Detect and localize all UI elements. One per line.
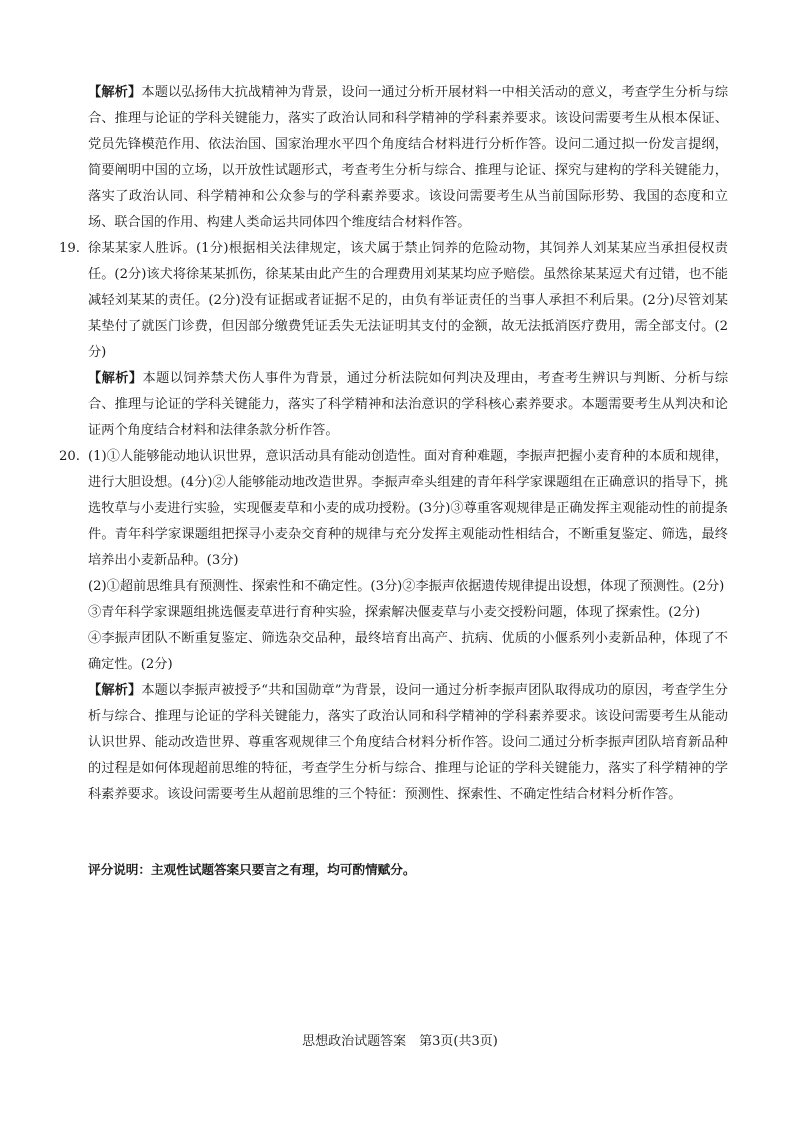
analysis-20 — [88, 678, 728, 808]
page-footer: 思想政治试题答案 第3页(共3页) — [302, 1034, 498, 1049]
analysis-text: 本题以饲养禁犬伤人事件为背景，通过分析法院如何判决及理由，考查考生辨识与判断、分析与综合、推理与论证的学科关键能力，落实了科学精神和法治意识的学科核心素养要求。本题需要考生从判决和论证两个角度结合材料和法律条款分析作答。 — [88, 371, 729, 438]
scoring-note: 评分说明：主观性试题答案只要言之有理，均可酌情赋分。 — [88, 861, 416, 877]
spacer — [88, 808, 728, 844]
analysis-18 — [88, 80, 728, 236]
analysis-19 — [88, 366, 728, 444]
question-20 — [59, 444, 728, 808]
analysis-tag: 【解析】 — [88, 85, 142, 100]
analysis-text: 本题以弘扬伟大抗战精神为背景，设问一通过分析开展材料一中相关活动的意义，考查学生分析与综合、推理与论证的学科关键能力，落实了政治认同和科学精神的学科素养要求。该设问需要考生从根本保证、党员先锋模范作用、依法治国、国家治理水平四个角度结合材料进行分析作答。设问二通过拟一份发言提纲，简要阐明中国的立场，以开放性试题形式，考查考生分析与综合、推理与论证、探究与建构的学科关键能力，落实了政治认同、科学精神和公众参与的学科素养要求。该设问需要考生从当前国际形势、我国的态度和立场、联合国的作用、构建人类命运共同体四个维度结合材料作答。 — [88, 85, 729, 230]
analysis-tag: 【解析】 — [88, 683, 142, 698]
analysis-tag: 【解析】 — [88, 371, 143, 386]
answer-20-part2-a: (2)①超前思维具有预测性、探索性和不确定性。(3分)②李振声依据遗传规律提出设想，体现了预测性。(2分) — [88, 579, 725, 594]
answer-20-part1: (1)①人能够能动地认识世界，意识活动具有能动创造性。面对育种难题，李振声把握小麦育种的本质和规律，进行大胆设想。(4分)②人能够能动地改造世界。李振声牵头组建的青年科学家课题组在正确意识的指导下，挑选牧草与小麦进行实验，实现偃麦草和小麦的成功授粉。(3分)③尊重客观规律是正确发挥主观能动性的前提条件。青年科学家课题组把探寻小麦杂交育种的规律与充分发挥主观能动性相结合，不断重复鉴定、筛选，最终培养出小麦新品种。(3分) — [88, 449, 728, 568]
question-number: 20. — [59, 449, 80, 464]
answer-19: 徐某某家人胜诉。(1分)根据相关法律规定，该犬属于禁止饲养的危险动物，其饲养人刘某某应当承担侵权责任。(2分)该犬将徐某某抓伤，徐某某由此产生的合理费用刘某某均应予赔偿。虽然徐某某逗犬有过错，也不能减轻刘某某的责任。(2分)没有证据或者证据不足的，由负有举证责任的当事人承担不利后果。(2分)尽管刘某某垫付了就医门诊费，但因部分缴费凭证丢失无法证明其支付的金额，故无法抵消医疗费用，需全部支付。(2分) — [88, 241, 728, 360]
question-19 — [59, 236, 729, 444]
answer-20-part2-b: ③青年科学家课题组挑选偃麦草进行育种实验，探索解决偃麦草与小麦交授粉问题，体现了探索性。(2分) — [88, 605, 701, 620]
answer-20-part2-c: ④李振声团队不断重复鉴定、筛选杂交品种，最终培育出高产、抗病、优质的小偃系列小麦新品种，体现了不确定性。(2分) — [88, 631, 728, 672]
question-number: 19. — [59, 241, 80, 256]
page-content — [59, 80, 729, 895]
analysis-text: 本题以李振声被授予“共和国勋章”为背景，设问一通过分析李振声团队取得成功的原因，考查学生分析与综合、推理与论证的学科关键能力，落实了政治认同和科学精神的学科素养要求。该设问需要考生从能动认识世界、能动改造世界、尊重客观规律三个角度结合材料分析作答。设问二通过分析李振声团队培育新品种的过程是如何体现超前思维的特征，考查学生分析与综合、推理与论证的学科关键能力，落实了科学精神的学科素养要求。该设问需要考生从超前思维的三个特征：预测性、探索性、不确定性结合材料分析作答。 — [88, 683, 728, 802]
